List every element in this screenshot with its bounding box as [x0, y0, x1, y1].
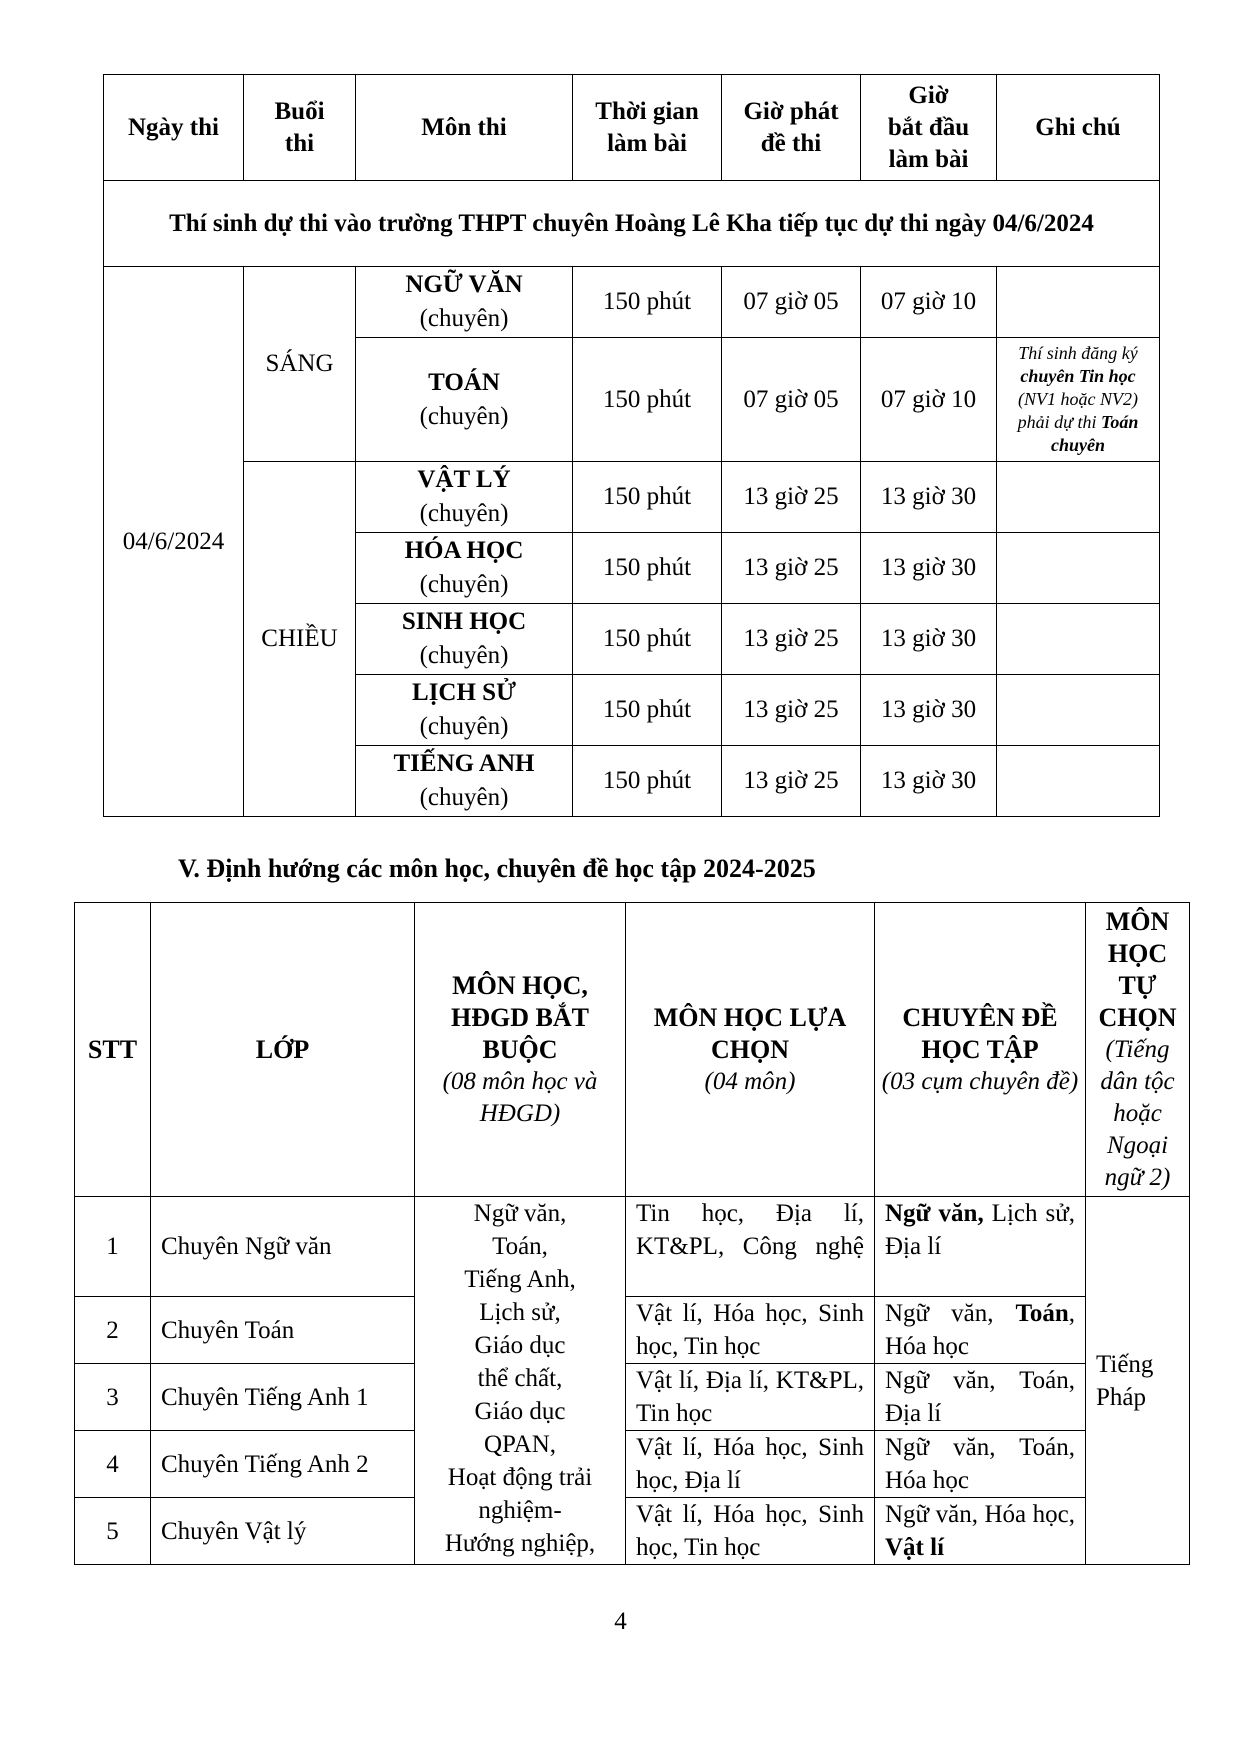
duration-cell: 150 phút: [573, 338, 722, 462]
stt-cell: 4: [75, 1431, 151, 1498]
distribute-cell: 13 giờ 25: [722, 533, 861, 604]
session-afternoon: CHIỀU: [244, 462, 356, 817]
header-gio-bat-dau: Giờ bắt đầu làm bài: [861, 75, 997, 181]
distribute-cell: 13 giờ 25: [722, 675, 861, 746]
orientation-table: [74, 902, 1190, 1565]
table-row: [104, 462, 1160, 533]
note-cell: Thí sinh đăng ký chuyên Tin học (NV1 hoặc NV2) phải dự thi Toán chuyên: [997, 338, 1160, 462]
elective-cell: Vật lí, Hóa học, Sinh học, Tin học: [626, 1498, 875, 1565]
start-cell: 13 giờ 30: [861, 746, 997, 817]
distribute-cell: 13 giờ 25: [722, 462, 861, 533]
table-row: [104, 267, 1160, 338]
stt-cell: 3: [75, 1364, 151, 1431]
stt-cell: 5: [75, 1498, 151, 1565]
start-cell: 13 giờ 30: [861, 533, 997, 604]
duration-cell: 150 phút: [573, 604, 722, 675]
class-cell: Chuyên Vật lý: [151, 1498, 415, 1565]
header-lop: LỚP: [151, 903, 415, 1197]
elective-cell: Vật lí, Hóa học, Sinh học, Tin học: [626, 1297, 875, 1364]
start-cell: 07 giờ 10: [861, 338, 997, 462]
distribute-cell: 13 giờ 25: [722, 604, 861, 675]
header-ngay-thi: Ngày thi: [104, 75, 244, 181]
elective-cell: Vật lí, Địa lí, KT&PL, Tin học: [626, 1364, 875, 1431]
class-cell: Chuyên Tiếng Anh 1: [151, 1364, 415, 1431]
header-row: [104, 75, 1160, 181]
section-title: V. Định hướng các môn học, chuyên đề học tập 2024-2025: [178, 854, 816, 883]
subject-cell: TIẾNG ANH (chuyên): [356, 746, 573, 817]
banner-row: [104, 181, 1160, 267]
table-row: [75, 1364, 1190, 1431]
header-ghi-chu: Ghi chú: [997, 75, 1160, 181]
table-row: [75, 1297, 1190, 1364]
start-cell: 07 giờ 10: [861, 267, 997, 338]
stt-cell: 1: [75, 1197, 151, 1297]
topics-cell: Ngữ văn, Toán, Địa lí: [875, 1364, 1086, 1431]
subject-cell: LỊCH SỬ (chuyên): [356, 675, 573, 746]
stt-cell: 2: [75, 1297, 151, 1364]
topics-cell: Ngữ văn, Toán, Hóa học: [875, 1431, 1086, 1498]
topics-cell: Ngữ văn, Toán, Hóa học: [875, 1297, 1086, 1364]
distribute-cell: 07 giờ 05: [722, 338, 861, 462]
distribute-cell: 07 giờ 05: [722, 267, 861, 338]
note-cell: [997, 675, 1160, 746]
mandatory-subjects: Ngữ văn, Toán, Tiếng Anh, Lịch sử, Giáo dục thể chất, Giáo dục QPAN, Hoạt động trải nghiệm- Hướng nghiệp,: [415, 1197, 626, 1565]
class-cell: Chuyên Tiếng Anh 2: [151, 1431, 415, 1498]
class-cell: Chuyên Toán: [151, 1297, 415, 1364]
duration-cell: 150 phút: [573, 267, 722, 338]
note-cell: [997, 604, 1160, 675]
header-thoi-gian: Thời gian làm bài: [573, 75, 722, 181]
elective-cell: Vật lí, Hóa học, Sinh học, Địa lí: [626, 1431, 875, 1498]
subject-cell: VẬT LÝ (chuyên): [356, 462, 573, 533]
table-row: [75, 1197, 1190, 1297]
subject-cell: HÓA HỌC (chuyên): [356, 533, 573, 604]
exam-schedule-table: [103, 74, 1160, 817]
table-row: [75, 1431, 1190, 1498]
duration-cell: 150 phút: [573, 675, 722, 746]
session-morning: SÁNG: [244, 267, 356, 462]
header-row: [75, 903, 1190, 1197]
elective-cell: Tin học, Địa lí, KT&PL, Công nghệ: [626, 1197, 875, 1297]
duration-cell: 150 phút: [573, 746, 722, 817]
duration-cell: 150 phút: [573, 462, 722, 533]
note-cell: [997, 533, 1160, 604]
subject-cell: NGỮ VĂN (chuyên): [356, 267, 573, 338]
header-optional: MÔN HỌC TỰ CHỌN (Tiếng dân tộc hoặc Ngoại ngữ 2): [1086, 903, 1190, 1197]
distribute-cell: 13 giờ 25: [722, 746, 861, 817]
duration-cell: 150 phút: [573, 533, 722, 604]
header-mandatory: MÔN HỌC, HĐGD BẮT BUỘC (08 môn học và HĐGD): [415, 903, 626, 1197]
start-cell: 13 giờ 30: [861, 604, 997, 675]
header-topics: CHUYÊN ĐỀ HỌC TẬP (03 cụm chuyên đề): [875, 903, 1086, 1197]
header-elective: MÔN HỌC LỰA CHỌN (04 môn): [626, 903, 875, 1197]
page-number: 4: [614, 1608, 627, 1635]
topics-cell: Ngữ văn, Hóa học, Vật lí: [875, 1498, 1086, 1565]
note-cell: [997, 746, 1160, 817]
subject-cell: SINH HỌC (chuyên): [356, 604, 573, 675]
topics-cell: Ngữ văn, Lịch sử, Địa lí: [875, 1197, 1086, 1297]
start-cell: 13 giờ 30: [861, 462, 997, 533]
optional-subject: Tiếng Pháp: [1086, 1197, 1190, 1565]
subject-cell: TOÁN (chuyên): [356, 338, 573, 462]
header-buoi-thi: Buổi thi: [244, 75, 356, 181]
note-cell: [997, 462, 1160, 533]
banner-text: Thí sinh dự thi vào trường THPT chuyên Hoàng Lê Kha tiếp tục dự thi ngày 04/6/2024: [104, 181, 1160, 267]
table-row: [75, 1498, 1190, 1565]
class-cell: Chuyên Ngữ văn: [151, 1197, 415, 1297]
start-cell: 13 giờ 30: [861, 675, 997, 746]
header-gio-phat: Giờ phát đề thi: [722, 75, 861, 181]
header-stt: STT: [75, 903, 151, 1197]
header-mon-thi: Môn thi: [356, 75, 573, 181]
exam-date: 04/6/2024: [104, 267, 244, 817]
note-cell: [997, 267, 1160, 338]
